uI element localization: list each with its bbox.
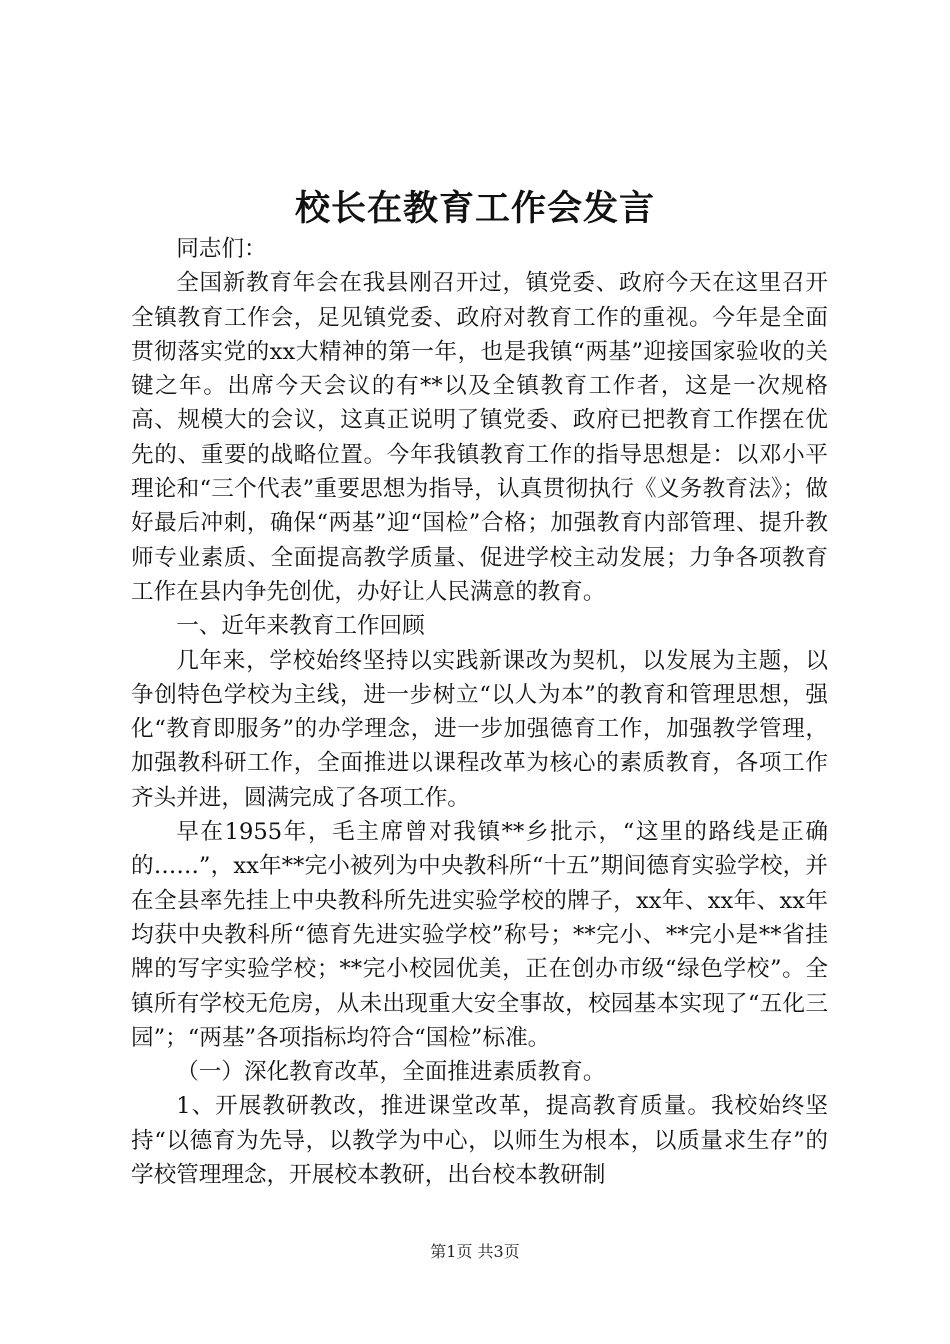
subsection-heading-reform: （一）深化教育改革，全面推进素质教育。 [176,1059,606,1086]
paragraph-intro: 全国新教育年会在我县刚召开过，镇党委、政府今天在这里召开全镇教育工作会，足见镇党委、政府对教育工作的重视。今年是全面贯彻落实党的xx大精神的第一年，也是我镇“两基”迎接国家验收的关键之年。出席今天会议的有**以及全镇教育工作者，这是一次规格高、规模大的会议，这真正说明了镇党委、政府已把教育工作摆在优先的、重要的战略位置。今年我镇教育工作的指导思想是：以邓小平理论和“三个代表”重要思想为指导，认真贯彻执行《义务教育法》；做好最后冲刺，确保“两基”迎“国检”合格；加强教育内部管理、提升教师专业素质、全面提高教学质量、促进学校主动发展；力争各项教育工作在县内争先创优，办好让人民满意的教育。 [131,270,828,605]
paragraph-review: 几年来，学校始终坚持以实践新课改为契机，以发展为主题，以争创特色学校为主线，进一步树立“以人为本”的教育和管理思想，强化“教育即服务”的办学理念，进一步加强德育工作，加强教学管理，加强教科研工作，全面推进以课程改革为核心的素质教育，各项工作齐头并进，圆满完成了各项工作。 [131,647,828,811]
section-heading-review: 一、近年来教育工作回顾 [176,613,425,640]
document-title: 校长在教育工作会发言 [294,188,655,229]
document-body [131,232,828,1192]
paragraph-research: 1、开展教研教改，推进课堂改革，提高教育质量。我校始终坚持“以德育为先导，以教学为中心，以师生为根本，以质量求生存”的学校管理理念，开展校本教研，出台校本教研制 [131,1093,828,1189]
salutation: 同志们： [176,236,267,262]
page-number-footer: 第1页 共3页 [430,1242,520,1261]
paragraph-history: 早在1955年，毛主席曾对我镇**乡批示，“这里的路线是正确的……”，xx年**完小被列为中央教科所“十五”期间德育实验学校，并在全县率先挂上中央教科所先进实验学校的牌子，xx年、xx年、xx年均获中央教科所“德育先进实验学校”称号；**完小、**完小是**省挂牌的写字实验学校；**完小校园优美，正在创办市级“绿色学校”。全镇所有学校无危房，从未出现重大安全事故，校园基本实现了“五化三园”；“两基”各项指标均符合“国检”标准。 [131,819,828,1051]
